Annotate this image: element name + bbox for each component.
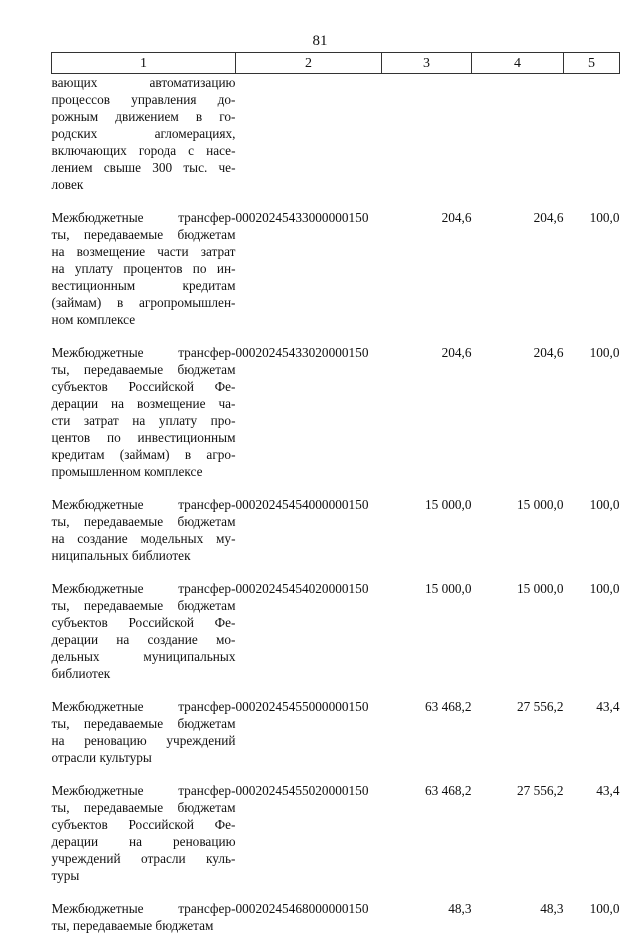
table-row bbox=[52, 496, 620, 564]
percent-col-5: 100,0 bbox=[564, 209, 620, 328]
percent-col-5: 43,4 bbox=[564, 782, 620, 884]
table-row bbox=[52, 209, 620, 328]
description-line: рожным движением в го- bbox=[52, 108, 236, 125]
row-description bbox=[52, 209, 236, 328]
row-gap-cell bbox=[52, 328, 620, 344]
row-description bbox=[52, 580, 236, 682]
description-line: ты, передаваемые бюджетам bbox=[52, 715, 236, 732]
description-line: промышленном комплексе bbox=[52, 463, 236, 480]
budget-code: 00020245454020000150 bbox=[236, 580, 382, 682]
amount-col-3: 204,6 bbox=[382, 209, 472, 328]
amount-col-4 bbox=[472, 74, 564, 194]
description-line: центов по инвестиционным bbox=[52, 429, 236, 446]
description-line: отрасли культуры bbox=[52, 749, 236, 766]
amount-col-4: 15 000,0 bbox=[472, 580, 564, 682]
percent-col-5: 100,0 bbox=[564, 344, 620, 480]
budget-code: 00020245433020000150 bbox=[236, 344, 382, 480]
description-line: вающих автоматизацию bbox=[52, 74, 236, 91]
row-description bbox=[52, 698, 236, 766]
amount-col-3: 204,6 bbox=[382, 344, 472, 480]
table-row bbox=[52, 782, 620, 884]
description-line: учреждений отрасли куль- bbox=[52, 850, 236, 867]
description-line: ты, передаваемые бюджетам bbox=[52, 597, 236, 614]
description-line: (займам) в агропромышлен- bbox=[52, 294, 236, 311]
percent-col-5: 43,4 bbox=[564, 698, 620, 766]
budget-code bbox=[236, 74, 382, 194]
amount-col-3: 15 000,0 bbox=[382, 496, 472, 564]
percent-col-5: 100,0 bbox=[564, 900, 620, 934]
description-line: ном комплексе bbox=[52, 311, 236, 328]
description-line: сти затрат на уплату про- bbox=[52, 412, 236, 429]
row-gap-cell bbox=[52, 564, 620, 580]
table-row bbox=[52, 698, 620, 766]
description-line: лением свыше 300 тыс. че- bbox=[52, 159, 236, 176]
budget-code: 00020245454000000150 bbox=[236, 496, 382, 564]
header-col-5: 5 bbox=[564, 53, 620, 74]
table-body bbox=[52, 74, 620, 934]
amount-col-3: 63 468,2 bbox=[382, 698, 472, 766]
description-line: субъектов Российской Фе- bbox=[52, 614, 236, 631]
amount-col-4: 204,6 bbox=[472, 344, 564, 480]
description-line: кредитам (займам) в агро- bbox=[52, 446, 236, 463]
description-line: субъектов Российской Фе- bbox=[52, 378, 236, 395]
description-line: вестиционным кредитам bbox=[52, 277, 236, 294]
description-line: дерации на создание мо- bbox=[52, 631, 236, 648]
description-line: дельных муниципальных bbox=[52, 648, 236, 665]
budget-code: 00020245468000000150 bbox=[236, 900, 382, 934]
amount-col-4: 204,6 bbox=[472, 209, 564, 328]
row-gap bbox=[52, 884, 620, 900]
header-col-4: 4 bbox=[472, 53, 564, 74]
amount-col-4: 27 556,2 bbox=[472, 698, 564, 766]
row-description bbox=[52, 496, 236, 564]
row-description bbox=[52, 900, 236, 934]
description-line: ловек bbox=[52, 176, 236, 193]
description-line: процессов управления до- bbox=[52, 91, 236, 108]
row-description bbox=[52, 782, 236, 884]
description-line: родских агломерациях, bbox=[52, 125, 236, 142]
percent-col-5: 100,0 bbox=[564, 580, 620, 682]
header-col-2: 2 bbox=[236, 53, 382, 74]
row-gap bbox=[52, 682, 620, 698]
row-gap-cell bbox=[52, 766, 620, 782]
header-col-3: 3 bbox=[382, 53, 472, 74]
row-gap bbox=[52, 564, 620, 580]
description-line: на реновацию учреждений bbox=[52, 732, 236, 749]
header-row bbox=[52, 53, 620, 74]
percent-col-5 bbox=[564, 74, 620, 194]
row-description bbox=[52, 344, 236, 480]
description-line: ты, передаваемые бюджетам bbox=[52, 361, 236, 378]
table-row bbox=[52, 900, 620, 934]
description-line: ты, передаваемые бюджетам bbox=[52, 513, 236, 530]
description-line: на создание модельных му- bbox=[52, 530, 236, 547]
description-line: на уплату процентов по ин- bbox=[52, 260, 236, 277]
row-description bbox=[52, 74, 236, 194]
budget-code: 00020245455000000150 bbox=[236, 698, 382, 766]
description-line: ниципальных библиотек bbox=[52, 547, 236, 564]
description-line: библиотек bbox=[52, 665, 236, 682]
description-line: ты, передаваемые бюджетам bbox=[52, 226, 236, 243]
table-row bbox=[52, 74, 620, 194]
budget-code: 00020245433000000150 bbox=[236, 209, 382, 328]
amount-col-4: 15 000,0 bbox=[472, 496, 564, 564]
description-line: дерации на реновацию bbox=[52, 833, 236, 850]
description-line: субъектов Российской Фе- bbox=[52, 816, 236, 833]
description-line: Межбюджетные трансфер- bbox=[52, 496, 236, 513]
budget-code: 00020245455020000150 bbox=[236, 782, 382, 884]
description-line: дерации на возмещение ча- bbox=[52, 395, 236, 412]
row-gap-cell bbox=[52, 884, 620, 900]
amount-col-3 bbox=[382, 74, 472, 194]
amount-col-3: 63 468,2 bbox=[382, 782, 472, 884]
description-line: туры bbox=[52, 867, 236, 884]
row-gap-cell bbox=[52, 480, 620, 496]
row-gap bbox=[52, 480, 620, 496]
description-line: Межбюджетные трансфер- bbox=[52, 900, 236, 917]
description-line: ты, передаваемые бюджетам bbox=[52, 799, 236, 816]
description-line: на возмещение части затрат bbox=[52, 243, 236, 260]
page-number: 81 bbox=[0, 33, 640, 50]
description-line: ты, передаваемые бюджетам bbox=[52, 917, 236, 934]
description-line: Межбюджетные трансфер- bbox=[52, 580, 236, 597]
amount-col-3: 15 000,0 bbox=[382, 580, 472, 682]
table-row bbox=[52, 580, 620, 682]
row-gap-cell bbox=[52, 193, 620, 209]
description-line: Межбюджетные трансфер- bbox=[52, 698, 236, 715]
header-col-1: 1 bbox=[52, 53, 236, 74]
description-line: Межбюджетные трансфер- bbox=[52, 344, 236, 361]
row-gap bbox=[52, 328, 620, 344]
description-line: включающих города с насе- bbox=[52, 142, 236, 159]
amount-col-4: 48,3 bbox=[472, 900, 564, 934]
budget-table bbox=[51, 52, 620, 934]
row-gap bbox=[52, 766, 620, 782]
row-gap-cell bbox=[52, 682, 620, 698]
percent-col-5: 100,0 bbox=[564, 496, 620, 564]
row-gap bbox=[52, 193, 620, 209]
description-line: Межбюджетные трансфер- bbox=[52, 782, 236, 799]
description-line: Межбюджетные трансфер- bbox=[52, 209, 236, 226]
table-row bbox=[52, 344, 620, 480]
amount-col-3: 48,3 bbox=[382, 900, 472, 934]
amount-col-4: 27 556,2 bbox=[472, 782, 564, 884]
